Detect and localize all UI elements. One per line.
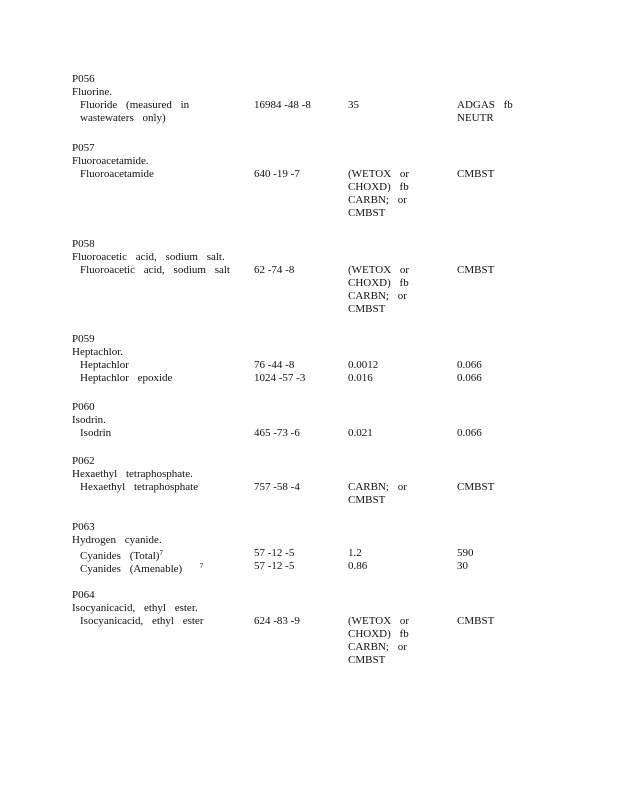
constituent-row — [72, 481, 592, 494]
waste-code: P058 — [72, 238, 95, 250]
wastewater-standard: CARBN; or — [348, 641, 407, 653]
constituent-row — [72, 547, 592, 560]
footnote-marker: 7 — [199, 562, 204, 570]
constituent-row — [72, 99, 592, 112]
nonwastewater-standard: CMBST — [457, 615, 495, 627]
waste-code: P063 — [72, 521, 95, 533]
waste-name: Fluorine. — [72, 86, 113, 98]
waste-entry-p056 — [72, 73, 592, 125]
wastewater-standard: 0.021 — [348, 427, 373, 439]
constituent-name: Heptachlor epoxide — [80, 372, 173, 384]
nonwastewater-standard: 590 — [457, 547, 474, 559]
waste-entry-p064 — [72, 589, 592, 667]
waste-code: P059 — [72, 333, 95, 345]
cas-number: 76 -44 -8 — [254, 359, 295, 371]
wastewater-standard: CMBST — [348, 207, 386, 219]
constituent-row — [72, 112, 592, 125]
wastewater-standard: CARBN; or — [348, 290, 407, 302]
constituent-name: Isodrin — [80, 427, 112, 439]
waste-name: Isodrin. — [72, 414, 106, 426]
nonwastewater-standard: NEUTR — [457, 112, 494, 124]
constituent-row — [72, 560, 592, 573]
waste-entry-p058 — [72, 238, 592, 316]
constituent-name: Fluoroacetic acid, sodium salt — [80, 264, 230, 276]
wastewater-standard: CHOXD) fb — [348, 628, 409, 640]
footnote-marker: 7 — [159, 549, 163, 557]
cas-number: 465 -73 -6 — [254, 427, 300, 439]
wastewater-standard: CMBST — [348, 494, 386, 506]
wastewater-standard: CARBN; or — [348, 194, 407, 206]
cas-number: 57 -12 -5 — [254, 547, 295, 559]
nonwastewater-standard: CMBST — [457, 264, 495, 276]
wastewater-standard: CHOXD) fb — [348, 277, 409, 289]
constituent-row — [72, 359, 592, 372]
wastewater-standard: CARBN; or — [348, 481, 407, 493]
constituent-name: wastewaters only) — [80, 112, 166, 124]
nonwastewater-standard: 30 — [457, 560, 468, 572]
nonwastewater-standard: 0.066 — [457, 359, 482, 371]
waste-code: P064 — [72, 589, 95, 601]
wastewater-standard: CHOXD) fb — [348, 181, 409, 193]
waste-entry-p063 — [72, 521, 592, 573]
waste-name: Hexaethyl tetraphosphate. — [72, 468, 193, 480]
cas-number: 16984 -48 -8 — [254, 99, 311, 111]
constituent-row — [72, 168, 592, 181]
waste-name: Isocyanicacid, ethyl ester. — [72, 602, 198, 614]
constituent-name: Fluoroacetamide — [80, 168, 154, 180]
constituent-name: Cyanides (Total) — [80, 550, 160, 562]
nonwastewater-standard: ADGAS fb — [457, 99, 513, 111]
waste-entry-p057 — [72, 142, 592, 220]
constituent-name: Heptachlor — [80, 359, 129, 371]
cas-number: 62 -74 -8 — [254, 264, 295, 276]
waste-name: Hydrogen cyanide. — [72, 534, 162, 546]
cas-number: 757 -58 -4 — [254, 481, 300, 493]
nonwastewater-standard: CMBST — [457, 168, 495, 180]
waste-code: P056 — [72, 73, 95, 85]
waste-code: P062 — [72, 455, 95, 467]
wastewater-standard: 0.016 — [348, 372, 373, 384]
cas-number: 57 -12 -5 — [254, 560, 295, 572]
wastewater-standard: 1.2 — [348, 547, 362, 559]
constituent-name: Cyanides (Amenable) — [80, 563, 183, 575]
waste-entry-p059 — [72, 333, 592, 385]
constituent-row — [72, 264, 592, 277]
wastewater-standard: (WETOX or — [348, 168, 410, 180]
wastewater-standard: (WETOX or — [348, 264, 410, 276]
waste-name: Fluoroacetic acid, sodium salt. — [72, 251, 225, 263]
wastewater-standard: (WETOX or — [348, 615, 410, 627]
cas-number: 624 -83 -9 — [254, 615, 300, 627]
nonwastewater-standard: 0.066 — [457, 427, 482, 439]
waste-entry-p060 — [72, 401, 592, 440]
wastewater-standard: 35 — [348, 99, 359, 111]
wastewater-standard: CMBST — [348, 654, 386, 666]
waste-name: Heptachlor. — [72, 346, 124, 358]
wastewater-standard: 0.0012 — [348, 359, 379, 371]
waste-entry-p062 — [72, 455, 592, 507]
waste-code: P060 — [72, 401, 95, 413]
nonwastewater-standard: CMBST — [457, 481, 495, 493]
constituent-name: Isocyanicacid, ethyl ester — [80, 615, 204, 627]
nonwastewater-standard: 0.066 — [457, 372, 482, 384]
wastewater-standard: CMBST — [348, 303, 386, 315]
wastewater-standard: 0.86 — [348, 560, 368, 572]
constituent-name: Hexaethyl tetraphosphate — [80, 481, 199, 493]
cas-number: 640 -19 -7 — [254, 168, 300, 180]
cas-number: 1024 -57 -3 — [254, 372, 306, 384]
constituent-row — [72, 372, 592, 385]
waste-code: P057 — [72, 142, 95, 154]
constituent-name: Fluoride (measured in — [80, 99, 190, 111]
waste-name: Fluoroacetamide. — [72, 155, 149, 167]
constituent-row — [72, 615, 592, 628]
constituent-row — [72, 427, 592, 440]
